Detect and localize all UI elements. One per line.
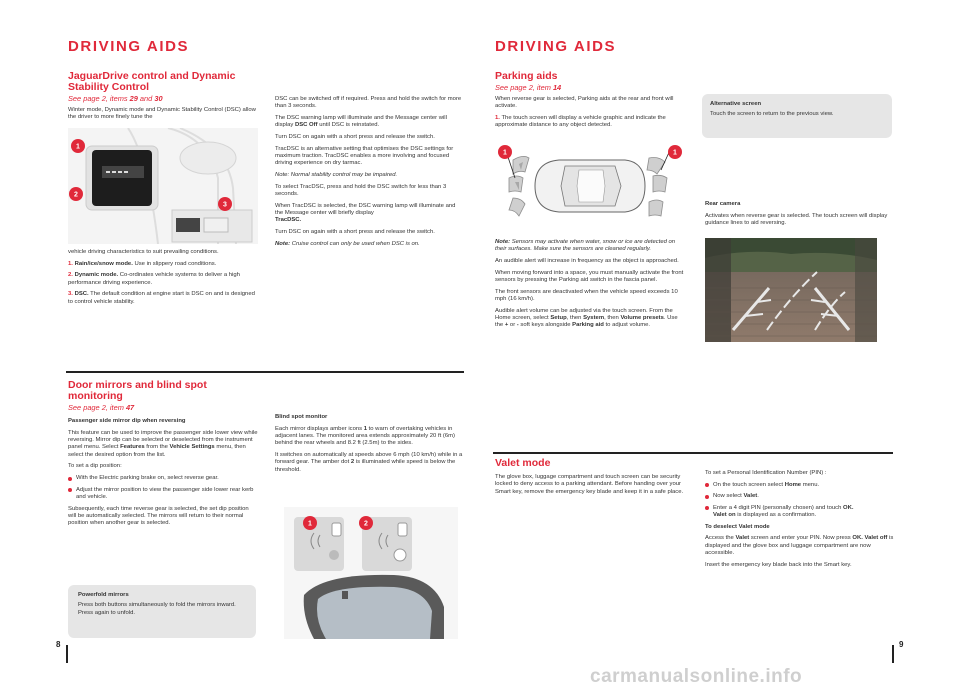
valet-intro: The glove box, luggage compartment and touch screen can be security locked to deny access to a parking attendant. Before handing over your Smart key, remove the emergency key blade and keep it in a safe place. [495,474,684,495]
parking-see-page: See page 2, item 14 [495,83,562,92]
jaguardrive-intro-cont: vehicle driving characteristics to suit prevailing conditions. [68,249,219,255]
mirrors-see-page: See page 2, item 47 [68,403,135,412]
badge-3-label: 3 [223,201,227,209]
parking-badge-left-label: 1 [503,149,507,157]
dsc-p4: TracDSC is an alternative setting that optimises the DSC settings for maximum traction. TracDSC enables a more involving and focused driving experience on dry tarmac. [275,145,454,167]
jaguardrive-heading-block [68,71,268,103]
blindspot-mirror-image [284,507,458,639]
powerfold-box [68,585,256,638]
rear-camera-text: Activates when reverse gear is selected. The touch screen will display guidance lines to aid reversing. [705,212,888,226]
jaguardrive-heading-line2: Stability Control [68,81,150,93]
mirrors-bullet2: Adjust the mirror position to view the passenger side lower rear kerb and vehicle. [68,487,258,502]
dsc-p9: Note: Cruise control can only be used when DSC is on. [275,240,420,247]
blindspot-p2: It switches on automatically at speeds above 6 mph (10 km/h) while in a forward gear. The amber dot 2 is illuminated while speed is below the threshold. [275,452,463,473]
parking-p4: When moving forward into a space, you must manually activate the front sensors by pressing the Parking aid switch in the fascia panel. [495,269,684,283]
jaguardrive-item-1: 1. Rain/ice/snow mode. Use in slippery road conditions. [68,260,217,267]
dsc-p2: The DSC warning lamp will illuminate and the Message center will display DSC Off until DSC is reinstated. [275,115,447,129]
valet-p3: Access the Valet screen and enter your PIN. Now press OK. Valet off is displayed and the glove box and luggage compartment are now accessible. [705,535,894,557]
valet-p2: To set a Personal Identification Number (PIN) : [705,470,827,476]
rear-camera-block [705,201,891,232]
valet-column2 [705,470,895,573]
right-divider [493,452,893,454]
right-page-bar [892,645,894,663]
jaguardrive-see-page: See page 2, items 29 and 30 [68,94,163,103]
valet-p4: Insert the emergency key blade back into the Smart key. [705,561,852,568]
alternative-screen-box [702,94,892,138]
rear-camera-title: Rear camera [705,201,741,207]
mirror-badge-1-label: 1 [308,520,312,528]
mirrors-heading-line1: Door mirrors and blind spot [68,379,207,391]
mirrors-p2: To set a dip position: [68,463,122,470]
right-section-title: DRIVING AIDS [495,38,617,55]
parking-heading: Parking aids [495,70,558,82]
jaguardrive-heading-line1: JaguarDrive control and Dynamic [68,70,236,82]
alternative-screen-text: Touch the screen to return to the previous view. [710,111,834,118]
dsc-p3: Turn DSC on again with a short press and release the switch. [275,134,435,140]
parking-badge-right-label: 1 [673,149,677,157]
alternative-screen-title: Alternative screen [710,101,762,107]
mirrors-column1 [68,418,258,532]
parking-p5: The front sensors are deactivated when the vehicle speed exceeds 10 mph (16 km/h). [495,288,678,302]
jaguardrive-item-2: 2. Dynamic mode. Co-ordinates vehicle systems to deliver a high performance driving experience. [68,272,240,286]
valet-bullet1: On the touch screen select Home menu. [705,482,895,489]
left-page-number: 8 [56,640,61,649]
watermark: carmanualsonline.info [590,666,803,687]
dsc-p1: DSC can be switched off if required. Press and hold the switch for more than 3 seconds. [275,96,462,110]
parking-note: Note: Sensors may activate when water, snow or ice are detected on their surfaces. Make sure the sensors are cleaned regularly. [495,239,676,253]
powerfold-text: Press both buttons simultaneously to fold the mirrors inward. Press again to unfold. [78,602,236,616]
parking-p6: Audible alert volume can be adjusted via the touch screen. From the Home screen, select Setup, then System, then Volume presets. Use the + or - soft keys alongside Parking aid to adjust volume. [495,307,678,329]
mirrors-subheading: Passenger side mirror dip when reversing [68,418,186,424]
left-page-bar [66,645,68,663]
valet-bullet3: Enter a 4 digit PIN (personally chosen) and touch OK. Valet on is displayed as a confirmation. [705,505,895,520]
dsc-p8: Turn DSC on again with a short press and release the switch. [275,229,435,235]
blindspot-column [275,414,465,478]
parking-p1: When reverse gear is selected, Parking aids at the rear and front will activate. [495,96,674,110]
mirror-badge-2-label: 2 [364,520,368,528]
jaguardrive-item-3: 3. DSC. The default condition at engine start is DSC on and is designed to control vehicle stability. [68,291,255,305]
mirrors-heading-block [68,380,268,412]
drive-controls-image [68,128,258,244]
parking-p3: An audible alert will increase in frequency as the object is approached. [495,258,679,264]
mirrors-bullet1: With the Electric parking brake on, select reverse gear. [68,475,258,482]
left-divider [66,371,464,373]
parking-intro [495,96,685,134]
valet-heading: Valet mode [495,457,551,469]
blindspot-p1: Each mirror displays amber icons 1 to warn of overtaking vehicles in adjacent lanes. The monitored area extends approximately 20 ft (6m) behind the rear wheels and 8.2 ft (2.5m) to the sides. [275,425,455,447]
mirrors-heading-line2: monitoring [68,390,123,402]
mirrors-p1: This feature can be used to improve the passenger side lower view while reversing. Mirror dip can be selected or deselected from the instrument panel menu. Select Features from the Vehicle Settings menu, then select the desired option from the list. [68,429,258,458]
left-section-title: DRIVING AIDS [68,38,190,55]
powerfold-title: Powerfold mirrors [78,592,129,598]
jaguardrive-list [68,249,258,310]
valet-bullet2: Now select Valet. [705,493,895,500]
parking-p2: 1. The touch screen will display a vehicle graphic and indicate the approximate distance to any object detected. [495,115,666,129]
valet-subheading: To deselect Valet mode [705,523,770,530]
dsc-p5: Note: Normal stability control may be impaired. [275,172,398,178]
jaguardrive-intro: Winter mode, Dynamic mode and Dynamic Stability Control (DSC) allow the driver to more finely tune the [68,107,256,121]
blindspot-subheading: Blind spot monitor [275,414,328,420]
parking-body [495,239,685,334]
badge-2-label: 2 [74,191,78,199]
mirrors-p3: Subsequently, each time reverse gear is selected, the set dip position will be automatically selected. The mirrors will return to their normal position when another gear is selected. [68,505,249,527]
dsc-p6: To select TracDSC, press and hold the DSC switch for less than 3 seconds. [275,183,447,197]
badge-1-label: 1 [76,143,80,151]
right-page-number: 9 [899,640,904,649]
rear-camera-image [705,238,877,342]
parking-aid-graphic [495,140,685,232]
dsc-column [275,96,463,252]
dsc-p7: When TracDSC is selected, the DSC warning lamp will illuminate and the Message center will briefly display TracDSC. [275,202,456,224]
parking-heading-block [495,71,695,92]
